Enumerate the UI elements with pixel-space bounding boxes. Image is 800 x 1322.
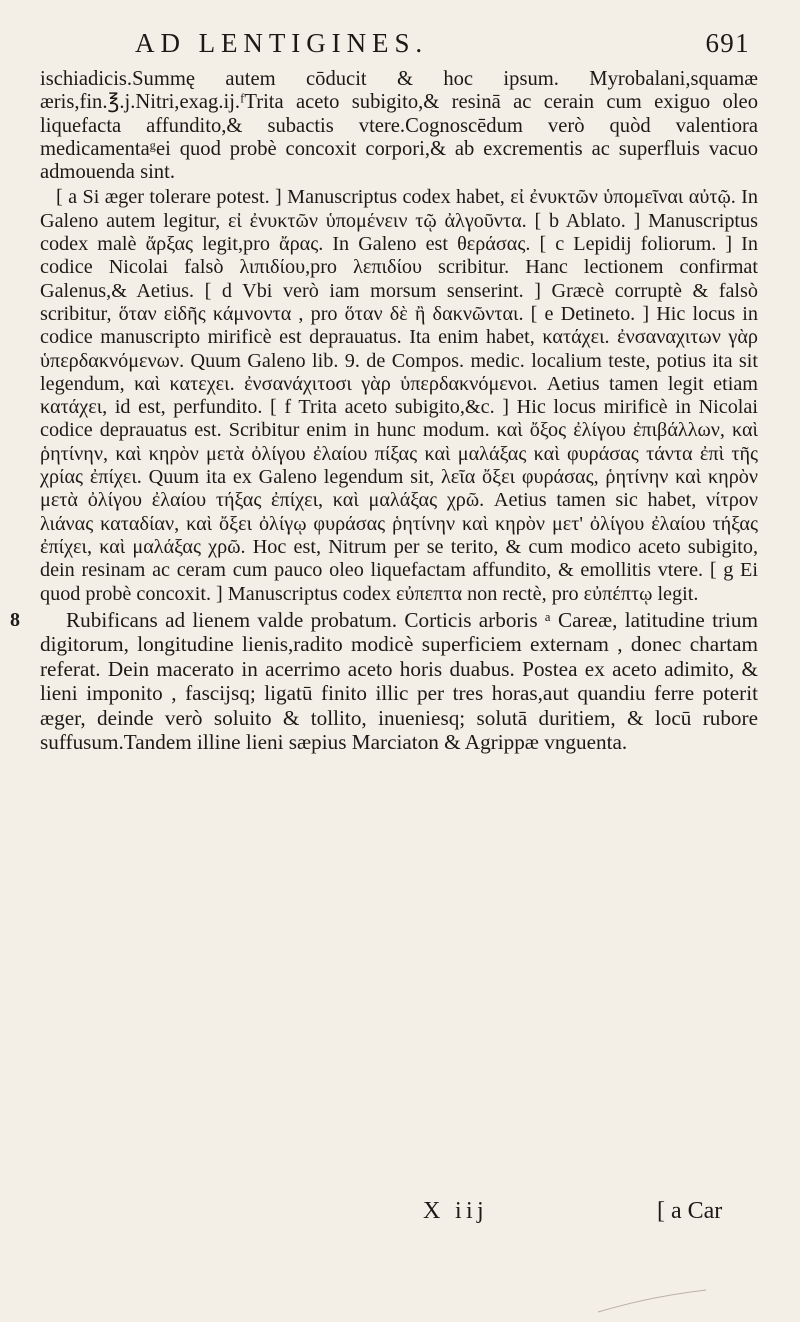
main-text (40, 68, 758, 184)
recipe-text: Rubificans ad lienem valde probatum. Corticis arboris ᵃ Careæ, latitudine trium digitorum, longitudine lienis,radito modicè superficiem externam , donec chartam referat. Dein macerato in acerrimo aceto horis duabus. Postea ex aceto adimito, & lieni imponito , fascijsq; ligatū finito illic per tres horas,aut quandiu ferre poterit æger, deinde verò soluito & tollito, inueniesq; solutā duritiem, & locū rubore suffusum.Tandem illine lieni sæpius Marciaton & Agrippæ vnguenta. (40, 607, 758, 755)
marginal-number: 8 (10, 608, 20, 631)
page-number: 691 (705, 28, 750, 58)
ink-trace-mark (596, 1286, 716, 1316)
recipe-section (10, 607, 758, 755)
main-paragraph: ischiadicis.Summę autem cōducit & hoc ipsum. Myrobalani,squamæ æris,fin.℥.j.Nitri,exag.ij.ᶠTrita aceto subigito,& resinā ac cerain cum exiguo oleo liquefacta affundito,& subactis vtere.Cognoscēdum verò quòd valentiora medicamentaᵍei quod probè concoxit corpori,& ab excrementis ac superfluis vacuo admouenda sint. (40, 68, 758, 184)
running-head-title: AD LENTIGINES. (135, 28, 429, 58)
annotations-block (40, 186, 758, 605)
catchword: [ a Car (657, 1198, 723, 1224)
annotations-text: [ a Si æger tolerare potest. ] Manuscriptus codex habet, εἰ ἐνυκτῶν ὑπομεῖναι αὐτῷ. In Galeno autem legitur, εἰ ἐνυκτῶν ὑπομένειν τῷ ἀλγοῦντα. [ b Ablato. ] Manuscriptus codex malè ἄρξας legit,pro ἄρας. In Galeno est θεράσας. [ c Lepidij foliorum. ] In codice Nicolai falsò λιπιδίου,pro λεπιδίου scribitur. Hanc lectionem confirmat Galenus,& Aetius. [ d Vbi verò iam morsum senserint. ] Græcè corruptè & falsò scribitur, ὅταν εἰδῆς κάμνοντα , pro ὅταν δὲ ἢ δακνῶνται. [ e Detineto. ] Hic locus in codice manuscripto mirificè est deprauatus. Ita enim habet, κατάχει. ἐνσαναχιτων γὰρ ὑπερδακνόμενων. Quum Galeno lib. 9. de Compos. medic. localium teste, potius ita sit legendum, καὶ κατεχει. ἐνσανάχιτοσι γὰρ ὑπερδακνόμενοι. Aetius tamen legit etiam κατάχει, id est, perfundito. [ f Trita aceto subigito,&c. ] Hic locus mirificè in Nicolai codice deprauatus est. Scribitur enim in hunc modum. καὶ ὄξος ἐλίγου ἐπιβάλλων, καὶ ῥητίνην, καὶ κηρὸν μετὰ ὀλίγου ἐλαίου πίξας καὶ μαλάξας καὶ φυράσας τάντα ἐπὶ τῆς χρίας ἐπίχει. Quum ita ex Galeno legendum sit, λεῖα ὄξει φυράσας, ῥητίνην καὶ κηρὸν μετὰ ὀλίγου ἐλαίου τήξας ἐπίχει, καὶ μαλάξας χρῶ. Aetius tamen sic habet, νίτρον λιάνας καταδίαν, καὶ ὄξει ὀλίγῳ φυράσας ῥητίνην καὶ κηρὸν μετ' ὀλίγου ἐλαίου τήξας ἐπίχει, καὶ μαλάξας χρῶ. Hoc est, Nitrum per se terito, & cum modico aceto subigito, dein resinam ac ceram cum pauco oleo liquefactam affundito, & emollitis vtere. [ g Ei quod probè concoxit. ] Manuscriptus codex εὐπεπτα non rectè, pro εὐπέπτῳ legit. (40, 186, 758, 605)
signature-line (0, 1198, 800, 1228)
running-head (40, 28, 760, 68)
signature-mark: X iij (423, 1198, 488, 1224)
